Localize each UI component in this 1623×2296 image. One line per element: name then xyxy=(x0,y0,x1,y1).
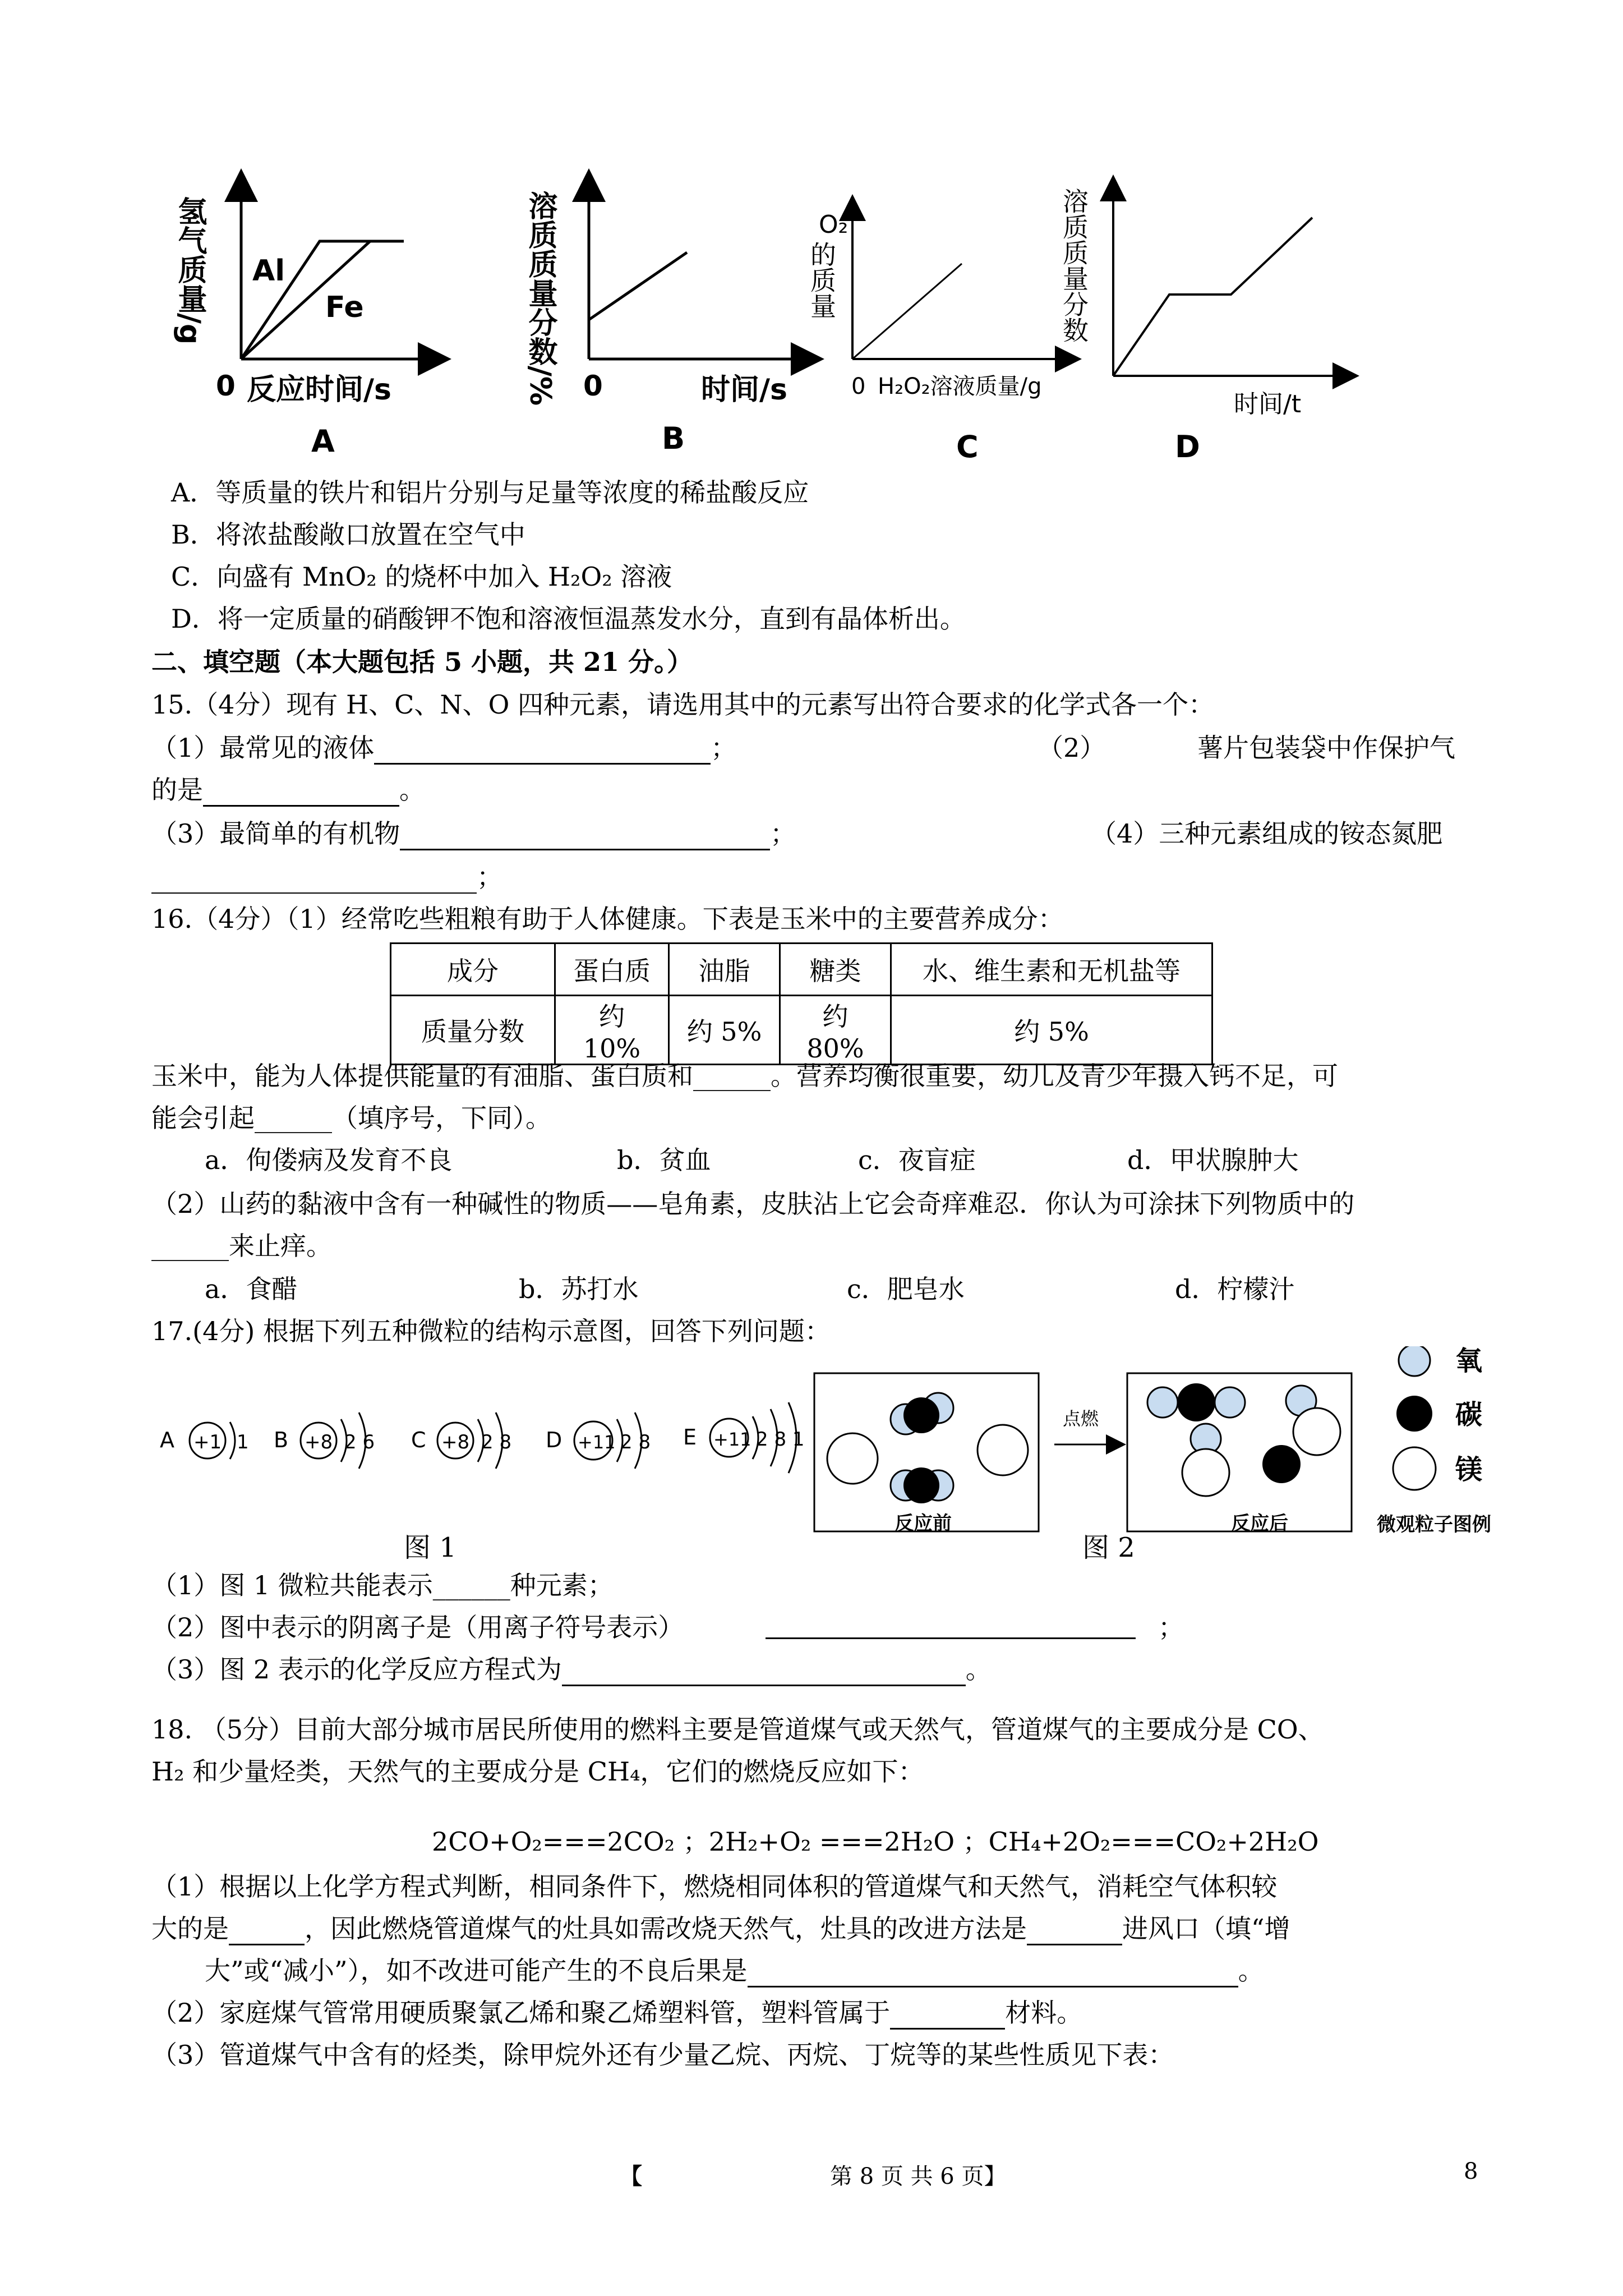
reaction-arrow-label: 点燃 xyxy=(1063,1408,1099,1429)
table-cell: 糖类 xyxy=(780,944,891,996)
reaction-arrow xyxy=(1054,1408,1116,1444)
q17-part2-end: ； xyxy=(1158,1612,1184,1642)
q15-part3-text: （3）最简单的有机物 xyxy=(151,818,400,849)
q18-answer-blank-1[interactable] xyxy=(229,1918,305,1945)
particle-a xyxy=(160,1422,249,1459)
q15-part1-text: （1）最常见的液体 xyxy=(151,733,375,763)
q17-answer-blank-2[interactable] xyxy=(766,1612,1136,1639)
table-cell: 油脂 xyxy=(669,944,780,996)
q16-choice2-a: a．食醋 xyxy=(205,1274,298,1304)
particle-b-shells: 2 6 xyxy=(344,1431,375,1453)
graph-a-letter: A xyxy=(311,424,335,459)
option-c: C．向盛有 MnO₂ 的烧杯中加入 H₂O₂ 溶液 xyxy=(171,562,672,592)
particle-a-nucleus: +1 xyxy=(193,1431,222,1453)
q15-part4-text: （4）三种元素组成的铵态氮肥 xyxy=(1091,818,1443,849)
q16-choice-b: b．贫血 xyxy=(617,1145,711,1175)
particle-d-label: D xyxy=(546,1428,562,1452)
table-cell: 约 5% xyxy=(891,996,1212,1065)
q16-stem: 16.（4分）（1）经常吃些粗粮有助于人体健康。下表是玉米中的主要营养成分： xyxy=(151,904,1064,934)
q18-part1-c xyxy=(205,1955,1264,1987)
section-heading: 二、填空题（本大题包括 5 小题，共 21 分。） xyxy=(151,647,693,677)
option-b: B．将浓盐酸敞口放置在空气中 xyxy=(171,519,525,550)
q18-equations: 2CO+O₂===2CO₂ ；2H₂+O₂ ===2H₂O ；CH₄+2O₂===CO₂+2H₂O xyxy=(432,1826,1319,1857)
table-cell: 约 80% xyxy=(780,996,891,1065)
graph-d-letter: D xyxy=(1175,429,1200,464)
q15-part1-end: ； xyxy=(711,733,737,763)
reaction-after-caption: 反应后 xyxy=(1231,1512,1288,1535)
particle-a-label: A xyxy=(160,1428,174,1452)
q18-answer-blank-3[interactable] xyxy=(748,1960,1238,1987)
q18-part2 xyxy=(151,1997,1082,2030)
q15-stem: 15.（4分）现有 H、C、N、O 四种元素，请选用其中的元素写出符合要求的化学式各一个： xyxy=(151,689,1214,720)
particle-b xyxy=(274,1412,375,1469)
particle-e-shells: 2 8 1 xyxy=(756,1428,805,1451)
particle-e-label: E xyxy=(683,1425,697,1450)
q17-answer-blank-3[interactable] xyxy=(562,1659,966,1686)
graph-b-y-label: 溶质质量分数/% xyxy=(523,191,557,406)
graph-c xyxy=(806,208,1068,464)
q15-answer-blank-2[interactable] xyxy=(203,779,399,807)
q16-choice2-d: d．柠檬汁 xyxy=(1175,1274,1295,1304)
graph-c-y-label-top: O₂ xyxy=(819,210,849,239)
graph-b-line xyxy=(589,252,687,320)
particle-b-label: B xyxy=(274,1428,289,1452)
graph-c-line xyxy=(852,264,962,359)
particle-d-shells: 2 8 xyxy=(620,1431,651,1453)
graph-d-x-label: 时间/t xyxy=(1234,390,1302,418)
q15-part2-cont-text: 的是 xyxy=(151,775,203,805)
q15-part3-end: ； xyxy=(770,818,796,849)
graph-b xyxy=(523,185,808,456)
q17-part2-text: （2）图中表示的阴离子是（用离子符号表示） xyxy=(151,1612,684,1642)
graph-d-y-label: 溶质质量分数 xyxy=(1059,188,1089,343)
particle-c-label: C xyxy=(411,1428,426,1452)
graph-b-letter: B xyxy=(662,421,685,456)
q17-part2 xyxy=(151,1612,684,1644)
graph-a-series-al: Al xyxy=(252,254,285,288)
figure-1-label: 图 1 xyxy=(404,1532,457,1563)
table-cell: 成分 xyxy=(391,944,555,996)
reaction-before-caption: 反应前 xyxy=(895,1512,952,1535)
q17-part1: （1）图 1 微粒共能表示______种元素； xyxy=(151,1570,614,1600)
footer-page-count: 第 8 页 共 6 页】 xyxy=(830,2164,1007,2189)
q18-part1-b-text2: ，因此燃烧管道煤气的灶具如需改烧天然气，灶具的改进方法是 xyxy=(305,1913,1027,1944)
q16-line3: （2）山药的黏液中含有一种碱性的物质——皂角素，皮肤沾上它会奇痒难忍．你认为可涂抹下列物质中的 xyxy=(151,1189,1355,1219)
q15-part2-cont xyxy=(151,774,425,807)
q18-part2-text1: （2）家庭煤气管常用硬质聚氯乙烯和聚乙烯塑料管，塑料管属于 xyxy=(151,1998,891,2028)
figure-2-label: 图 2 xyxy=(1082,1532,1135,1563)
particle-d-nucleus: +11 xyxy=(578,1432,616,1453)
graph-a-origin: 0 xyxy=(216,370,236,402)
footer-page-number: 8 xyxy=(1464,2159,1478,2184)
particle-c xyxy=(411,1412,511,1469)
q16-choice-d: d．甲状腺肿大 xyxy=(1127,1145,1299,1175)
q16-line4: ______来止痒。 xyxy=(151,1231,332,1261)
option-a: A．等质量的铁片和铝片分别与足量等浓度的稀盐酸反应 xyxy=(171,477,809,508)
q15-part3 xyxy=(151,818,796,850)
q17-part3-end: 。 xyxy=(965,1654,992,1685)
graph-a xyxy=(173,185,435,459)
q18-stem-2: H₂ 和少量烃类，天然气的主要成分是 CH₄，它们的燃烧反应如下： xyxy=(151,1756,924,1787)
q15-part2-text: 薯片包装袋中作保护气 xyxy=(1197,733,1455,763)
q18-part1-b-text1: 大的是 xyxy=(151,1913,229,1944)
q16-choice-a: a．佝偻病及发育不良 xyxy=(205,1145,453,1175)
particle-c-shells: 2 8 xyxy=(481,1431,512,1453)
graph-b-origin: 0 xyxy=(583,370,603,402)
table-row xyxy=(391,996,1212,1065)
graph-a-y-label: 氢气质量/g xyxy=(173,196,206,345)
table-cell: 约 10% xyxy=(555,996,669,1065)
q15-answer-blank-3[interactable] xyxy=(400,823,770,850)
table-cell: 质量分数 xyxy=(391,996,555,1065)
graph-d xyxy=(1059,188,1346,464)
table-cell: 蛋白质 xyxy=(555,944,669,996)
particle-c-nucleus: +8 xyxy=(441,1431,470,1453)
legend-oxygen: 氧 xyxy=(1455,1346,1483,1377)
q18-stem-1: 18. （5分）目前大部分城市居民所使用的燃料主要是管道煤气或天然气，管道煤气的主要成分是 CO、 xyxy=(151,1714,1324,1745)
q16-line2: 能会引起______（填序号，下同）。 xyxy=(151,1103,551,1133)
q16-choice-c: c．夜盲症 xyxy=(858,1145,976,1175)
particle-a-shells: 1 xyxy=(237,1431,249,1453)
particle-d xyxy=(546,1412,651,1469)
q18-part3: （3）管道煤气中含有的烃类，除甲烷外还有少量乙烷、丙烷、丁烷等的某些性质见下表： xyxy=(151,2040,1174,2070)
q15-answer-blank-4[interactable] xyxy=(151,867,477,894)
graph-b-x-label: 时间/s xyxy=(701,373,787,407)
q17-part3 xyxy=(151,1654,992,1686)
graph-d-line xyxy=(1113,218,1312,376)
q18-answer-blank-4[interactable] xyxy=(890,2002,1005,2030)
q15-answer-blank-1[interactable] xyxy=(374,737,711,765)
q15-part1 xyxy=(151,732,736,765)
q15-part2-end: 。 xyxy=(399,775,425,805)
q15-part4-cont xyxy=(151,861,502,894)
graph-c-letter: C xyxy=(956,429,979,464)
q15-part4-end: ； xyxy=(477,862,502,892)
q18-part1-b xyxy=(151,1913,1290,1945)
q16-choice2-c: c．肥皂水 xyxy=(847,1274,965,1304)
legend-magnesium: 镁 xyxy=(1455,1454,1483,1485)
option-d: D．将一定质量的硝酸钾不饱和溶液恒温蒸发水分，直到有晶体析出。 xyxy=(171,604,966,634)
q18-part1-c-text1: 大”或“减小”），如不改进可能产生的不良后果是 xyxy=(205,1955,748,1986)
footer-bracket: 【 xyxy=(620,2163,642,2189)
q15-part2-num: （2） xyxy=(1038,733,1106,763)
graphs-figure xyxy=(0,0,1623,482)
legend-carbon: 碳 xyxy=(1455,1399,1483,1430)
q18-part1-c-text2: 。 xyxy=(1238,1955,1264,1986)
particle-e xyxy=(683,1402,805,1473)
q18-answer-blank-2[interactable] xyxy=(1027,1918,1122,1945)
graph-a-series-fe: Fe xyxy=(325,291,364,324)
q16-choice2-b: b．苏打水 xyxy=(519,1274,639,1304)
particle-b-nucleus: +8 xyxy=(305,1431,333,1453)
q18-part1-b-text3: 进风口（填“增 xyxy=(1122,1913,1290,1944)
table-cell: 约 5% xyxy=(669,996,780,1065)
table-row xyxy=(391,944,1212,996)
legend-title: 微观粒子图例 xyxy=(1377,1513,1491,1536)
graph-a-x-label: 反应时间/s xyxy=(247,373,391,407)
graph-c-y-label: 的质量 xyxy=(806,241,837,319)
q16-line1: 玉米中，能为人体提供能量的有油脂、蛋白质和______。营养均衡很重要，幼儿及青少年摄入钙不足，可 xyxy=(151,1061,1338,1091)
particle-legend xyxy=(1393,1346,1482,1490)
q18-part1-a: （1）根据以上化学方程式判断，相同条件下，燃烧相同体积的管道煤气和天然气，消耗空气体积较 xyxy=(151,1871,1278,1902)
graph-c-x-label: H₂O₂溶液质量/g xyxy=(878,374,1042,399)
table-cell: 水、维生素和无机盐等 xyxy=(891,944,1212,996)
q17-part3-text: （3）图 2 表示的化学反应方程式为 xyxy=(151,1654,562,1685)
graph-c-origin: 0 xyxy=(851,374,866,399)
q17-stem: 17.(4分) 根据下列五种微粒的结构示意图，回答下列问题： xyxy=(151,1316,831,1346)
particle-e-nucleus: +11 xyxy=(713,1429,751,1450)
q18-part2-text2: 材料。 xyxy=(1005,1998,1083,2028)
nutrition-table xyxy=(390,942,1213,1065)
